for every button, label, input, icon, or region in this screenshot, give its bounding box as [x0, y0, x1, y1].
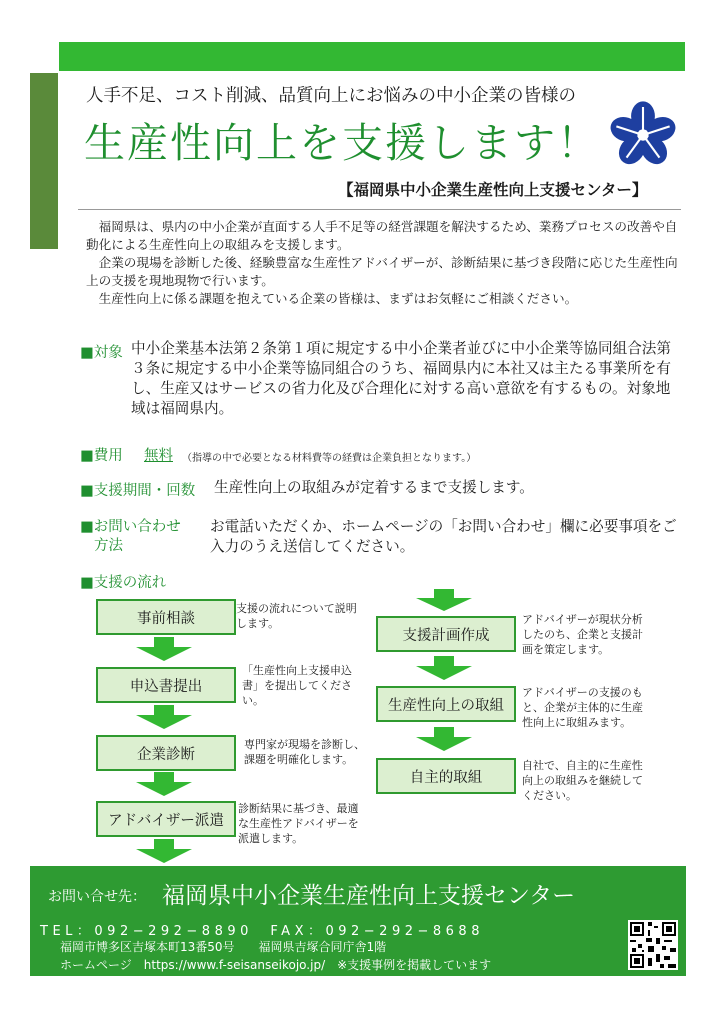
intro-text	[86, 218, 680, 308]
section-marker: ■	[80, 483, 94, 499]
flow-note-application: 「生産性向上支援申込書」を提出してください。	[242, 664, 352, 707]
header-top-bar	[59, 42, 685, 71]
flow-step-productivity-effort: 生産性向上の取組	[376, 686, 516, 722]
flow-note-pre-consultation: 支援の流れについて説明します。	[236, 602, 357, 630]
homepage-link[interactable]: ホームページ https://www.f-seisanseikojo.jp/ ※支援事例を掲載しています	[60, 958, 492, 972]
period-label	[80, 479, 195, 500]
fukuoka-emblem-icon	[608, 100, 678, 170]
flow-step-application: 申込書提出	[96, 667, 236, 703]
intro-paragraph-3: 生産性向上に係る課題を抱えている企業の皆様は、まずはお気軽にご相談ください。	[98, 291, 578, 306]
divider	[78, 209, 681, 210]
flow-arrow-down-icon	[416, 589, 472, 611]
inquiry-label-line1: お問い合わせ	[93, 519, 181, 535]
inquiry-text: お電話いただくか、ホームページの「お問い合わせ」欄に必要事項をご入力のうえ送信してください。	[210, 518, 677, 555]
inquiry-label	[80, 518, 181, 556]
flow-note-productivity-effort: アドバイザーの支援のもと、企業が主体的に生産性向上に取組みます。	[522, 686, 643, 729]
contact-lead: お問い合せ先：	[48, 889, 146, 905]
intro-paragraph-1: 福岡県は、県内の中小企業が直面する人手不足等の経営課題を解決するため、業務プロセスの改善や自動化による生産性向上の取組みを支援します。	[86, 219, 678, 252]
cost-label-text: 費用	[93, 448, 123, 464]
tel-fax: TEL：092−292−8890 FAX：092−292−8688	[40, 924, 484, 939]
flow-heading-text: 支援の流れ	[93, 575, 167, 591]
page-title: 生産性向上を支援します！	[84, 119, 600, 167]
flow-note-support-plan: アドバイザーが現状分析したのち、企業と支援計画を策定します。	[522, 613, 643, 656]
target-label	[80, 341, 123, 362]
target-label-text: 対象	[93, 345, 123, 361]
cost-label	[80, 444, 123, 465]
cost-value: 無料	[144, 448, 173, 464]
period-label-text: 支援期間・回数	[93, 483, 196, 499]
intro-paragraph-2: 企業の現場を診断した後、経験豊富な生産性アドバイザーが、診断結果に基づき段階に応じた生産性向上の支援を現地現物で行います。	[86, 255, 678, 288]
contact-name: 福岡県中小企業生産性向上支援センター	[162, 883, 576, 909]
flow-step-self-directed: 自主的取組	[376, 758, 516, 794]
flow-note-diagnosis: 専門家が現場を診断し、課題を明確化します。	[244, 738, 365, 766]
flow-step-diagnosis: 企業診断	[96, 735, 236, 771]
flow-arrow-down-icon	[136, 637, 192, 661]
section-marker: ■	[80, 448, 94, 464]
center-name: 【福岡県中小企業生産性向上支援センター】	[338, 181, 648, 199]
header-side-bar	[30, 73, 58, 249]
flow-step-advisor-dispatch: アドバイザー派遣	[96, 801, 236, 837]
flow-note-self-directed: 自社で、自主的に生産性向上の取組みを継続してください。	[522, 759, 643, 802]
flow-arrow-down-icon	[416, 656, 472, 680]
flow-heading	[80, 571, 166, 592]
cost-note: （指導の中で必要となる材料費等の経費は企業負担となります。）	[182, 453, 477, 464]
flow-arrow-down-icon	[416, 727, 472, 751]
flow-arrow-down-icon	[136, 772, 192, 796]
flow-arrow-down-icon	[136, 839, 192, 863]
header-subtitle: 人手不足、コスト削減、品質向上にお悩みの中小企業の皆様の	[86, 86, 576, 106]
section-marker: ■	[80, 575, 94, 591]
period-text: 生産性向上の取組みが定着するまで支援します。	[214, 479, 534, 496]
section-marker: ■	[80, 345, 94, 361]
flow-arrow-down-icon	[136, 705, 192, 729]
inquiry-label-line2: 方法	[94, 538, 123, 554]
flow-note-advisor-dispatch: 診断結果に基づき、最適な生産性アドバイザーを派遣します。	[238, 802, 359, 845]
target-text: 中小企業基本法第２条第１項に規定する中小企業者並びに中小企業等協同組合法第３条に規定する中小企業等協同組合のうち、福岡県内に本社又は主たる事業所を有し、生産又はサービスの省力化及び合理化に対する高い意欲を有するもの。対象地域は福岡県内。	[131, 340, 671, 417]
qr-code-icon	[628, 920, 678, 970]
flow-step-support-plan: 支援計画作成	[376, 616, 516, 652]
flow-step-pre-consultation: 事前相談	[96, 599, 236, 635]
address: 福岡市博多区吉塚本町13番50号 福岡県吉塚合同庁舎1階	[60, 940, 387, 954]
section-marker: ■	[80, 519, 94, 535]
footer-contact-panel	[30, 866, 686, 976]
